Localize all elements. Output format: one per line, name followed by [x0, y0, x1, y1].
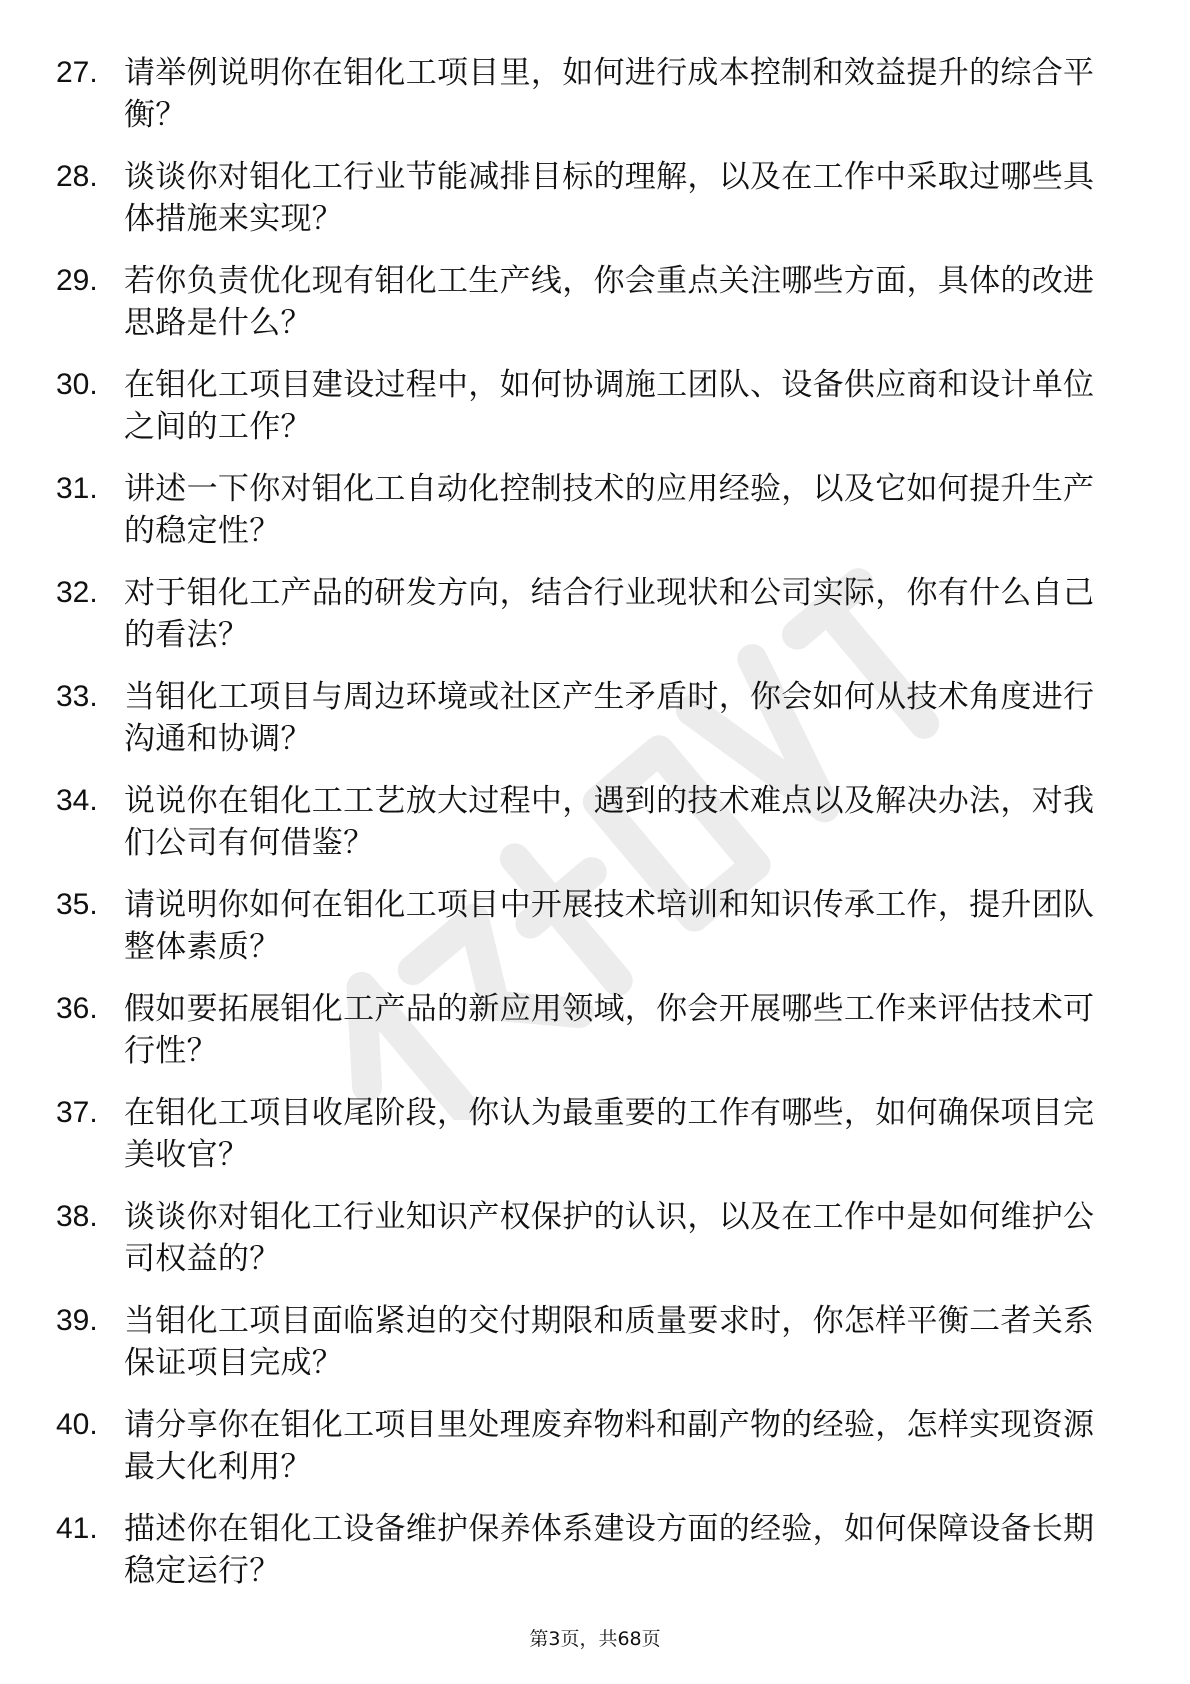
- list-item: [56, 1508, 1116, 1612]
- page-footer: 第3页，共68页: [529, 1628, 661, 1650]
- question-number: 36.: [56, 992, 98, 1025]
- list-item: [56, 52, 1116, 156]
- list-item: [56, 988, 1116, 1092]
- question-number: 28.: [56, 160, 98, 193]
- question-text: 请分享你在钼化工项目里处理废弃物料和副产物的经验，怎样实现资源最大化利用？: [124, 1407, 1095, 1485]
- list-item: [56, 572, 1116, 676]
- question-text: 假如要拓展钼化工产品的新应用领域，你会开展哪些工作来评估技术可行性？: [124, 991, 1095, 1069]
- question-number: 40.: [56, 1408, 98, 1441]
- question-number: 35.: [56, 888, 98, 921]
- list-item: [56, 156, 1116, 260]
- question-text: 讲述一下你对钼化工自动化控制技术的应用经验，以及它如何提升生产的稳定性？: [124, 471, 1095, 549]
- list-item: [56, 676, 1116, 780]
- question-text: 说说你在钼化工工艺放大过程中，遇到的技术难点以及解决办法，对我们公司有何借鉴？: [124, 783, 1095, 861]
- list-item: [56, 260, 1116, 364]
- question-text: 对于钼化工产品的研发方向，结合行业现状和公司实际，你有什么自己的看法？: [124, 575, 1095, 653]
- question-text: 在钼化工项目收尾阶段，你认为最重要的工作有哪些，如何确保项目完美收官？: [124, 1095, 1095, 1173]
- question-text: 当钼化工项目面临紧迫的交付期限和质量要求时，你怎样平衡二者关系保证项目完成？: [124, 1303, 1095, 1381]
- question-text: 谈谈你对钼化工行业知识产权保护的认识，以及在工作中是如何维护公司权益的？: [124, 1199, 1095, 1277]
- question-number: 33.: [56, 680, 98, 713]
- question-text: 若你负责优化现有钼化工生产线，你会重点关注哪些方面，具体的改进思路是什么？: [124, 263, 1095, 341]
- question-number: 29.: [56, 264, 98, 297]
- question-number: 37.: [56, 1096, 98, 1129]
- question-number: 34.: [56, 784, 98, 817]
- question-number: 30.: [56, 368, 98, 401]
- question-list: [56, 52, 1116, 1612]
- list-item: [56, 1300, 1116, 1404]
- list-item: [56, 364, 1116, 468]
- list-item: [56, 468, 1116, 572]
- list-item: [56, 1092, 1116, 1196]
- question-text: 当钼化工项目与周边环境或社区产生矛盾时，你会如何从技术角度进行沟通和协调？: [124, 679, 1095, 757]
- question-text: 谈谈你对钼化工行业节能减排目标的理解，以及在工作中采取过哪些具体措施来实现？: [124, 159, 1095, 237]
- question-number: 27.: [56, 56, 98, 89]
- list-item: [56, 1196, 1116, 1300]
- question-number: 39.: [56, 1304, 98, 1337]
- question-text: 请举例说明你在钼化工项目里，如何进行成本控制和效益提升的综合平衡？: [124, 55, 1095, 133]
- question-number: 41.: [56, 1512, 98, 1545]
- question-text: 在钼化工项目建设过程中，如何协调施工团队、设备供应商和设计单位之间的工作？: [124, 367, 1095, 445]
- question-number: 32.: [56, 576, 98, 609]
- question-number: 31.: [56, 472, 98, 505]
- list-item: [56, 884, 1116, 988]
- question-text: 请说明你如何在钼化工项目中开展技术培训和知识传承工作，提升团队整体素质？: [124, 887, 1095, 965]
- question-number: 38.: [56, 1200, 98, 1233]
- list-item: [56, 1404, 1116, 1508]
- question-text: 描述你在钼化工设备维护保养体系建设方面的经验，如何保障设备长期稳定运行？: [124, 1511, 1095, 1589]
- list-item: [56, 780, 1116, 884]
